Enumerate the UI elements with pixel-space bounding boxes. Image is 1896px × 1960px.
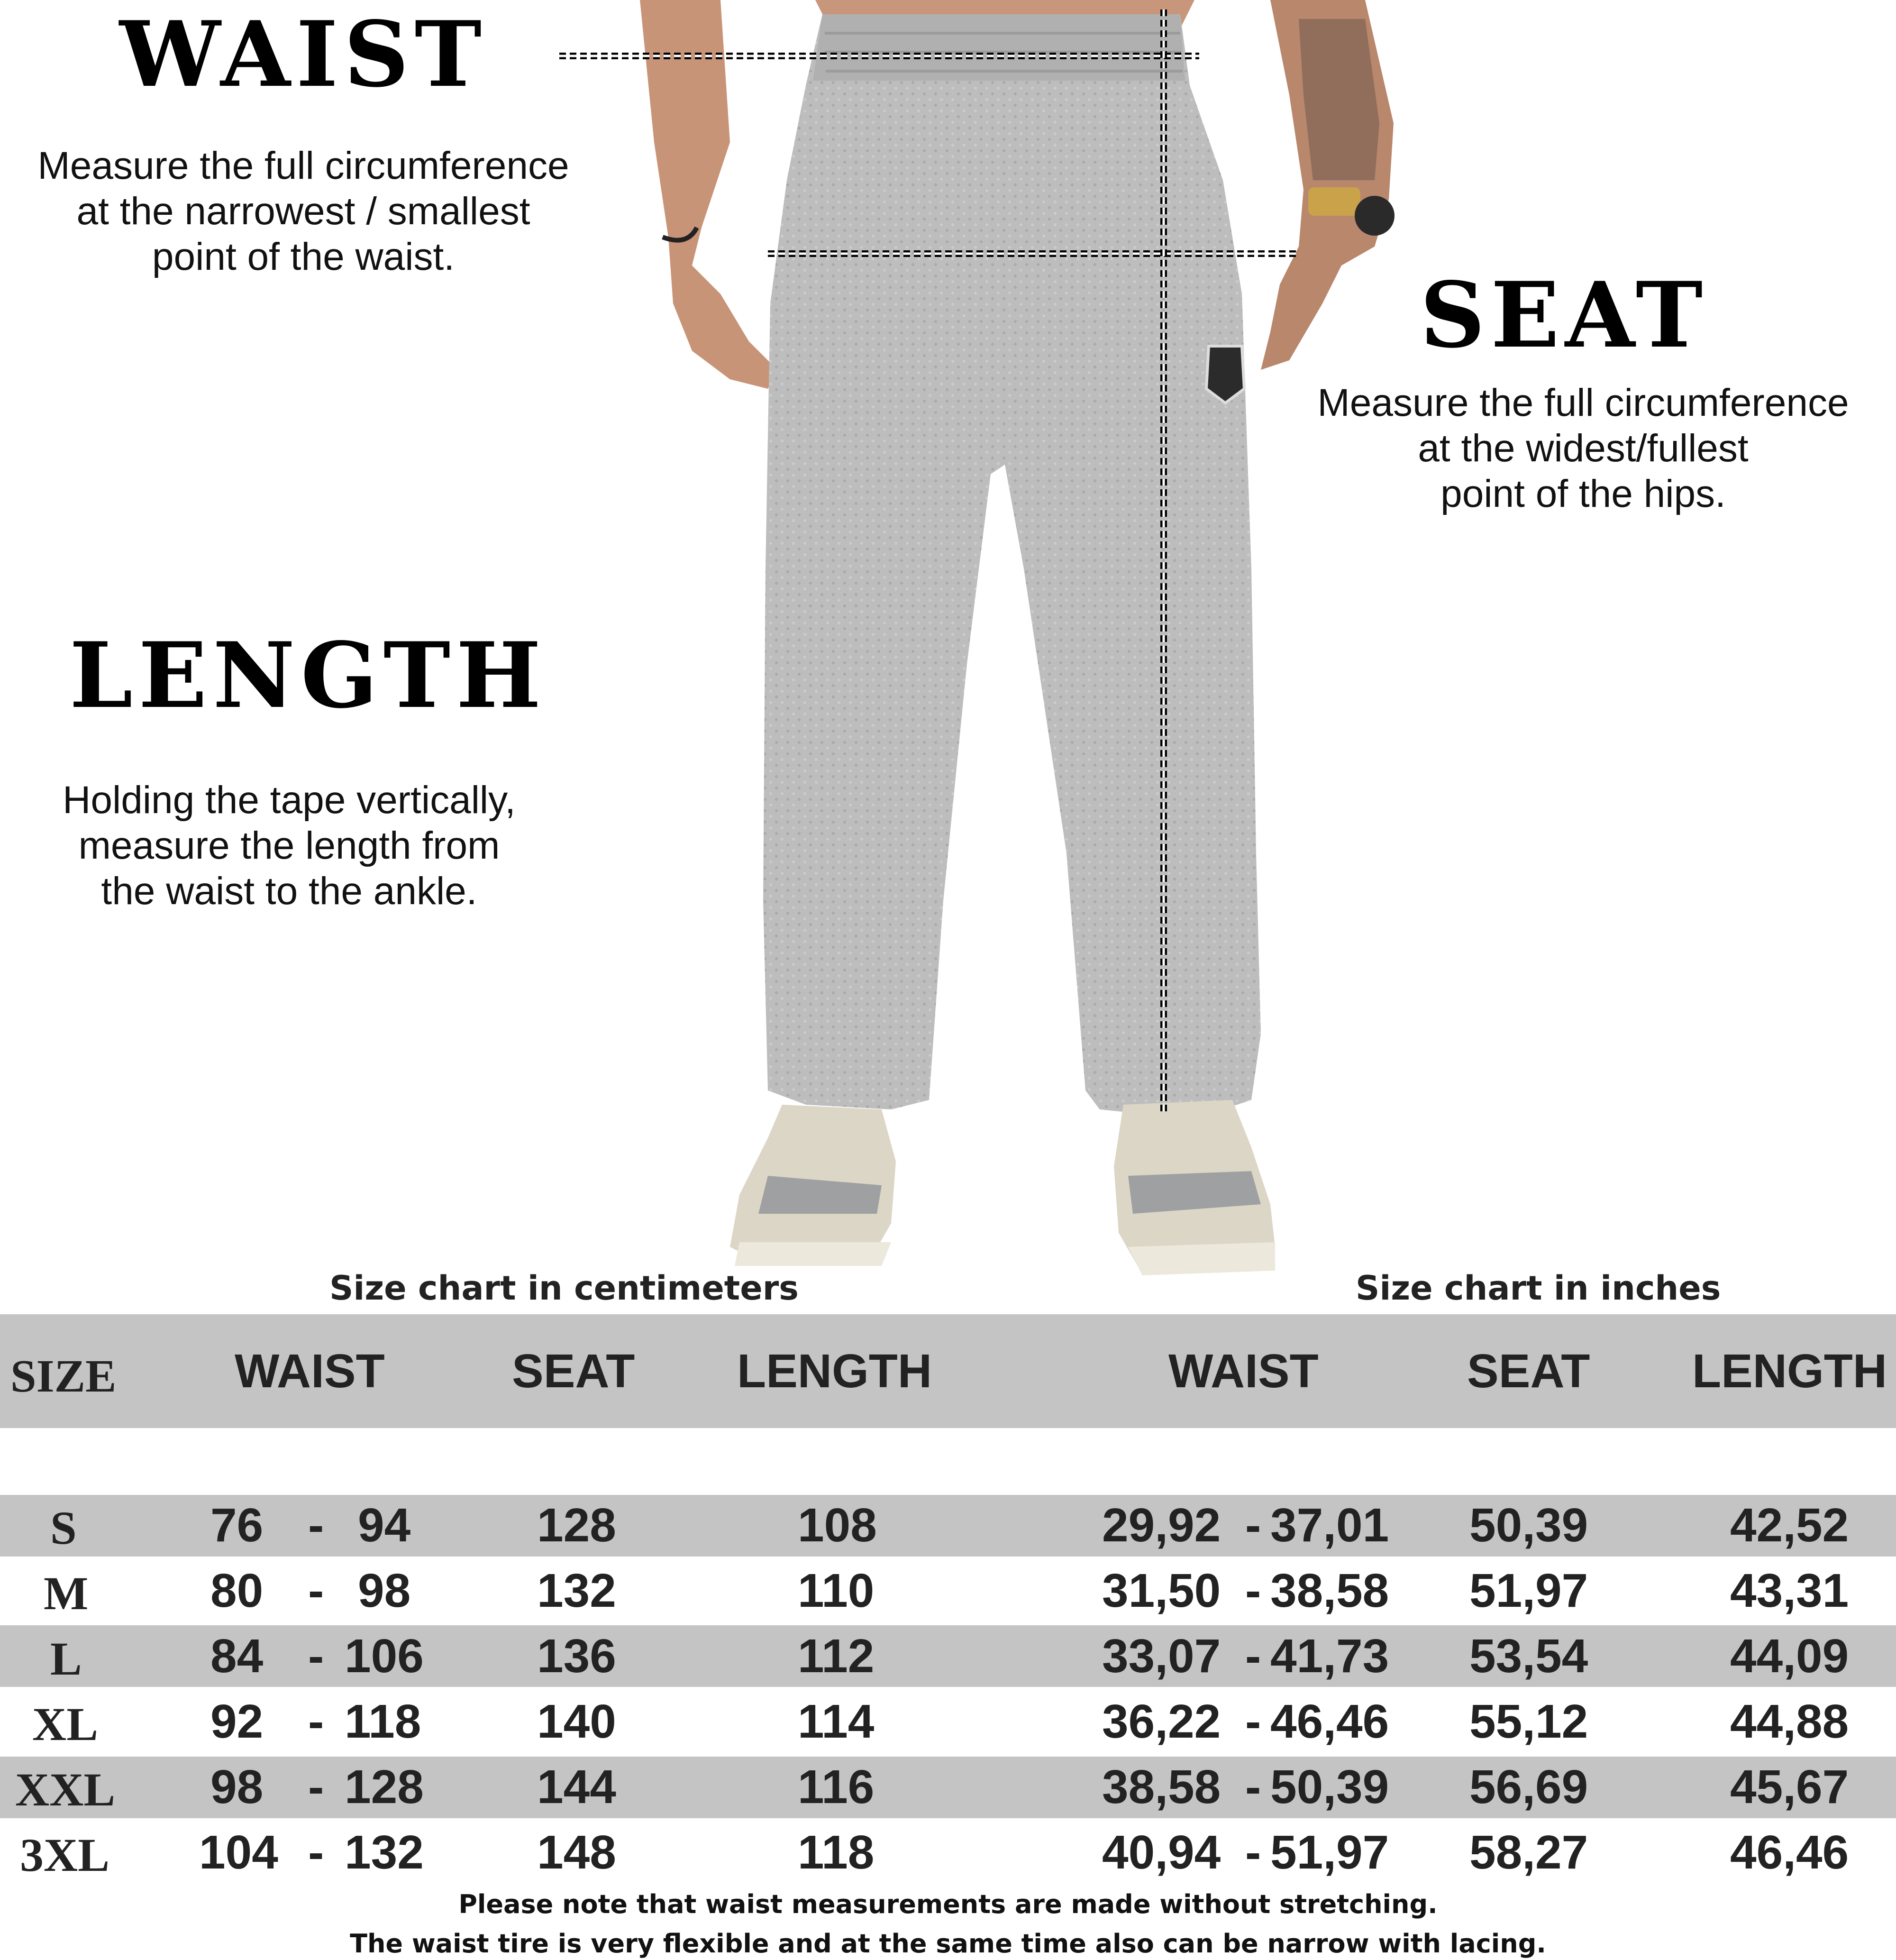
cell-cm-seat: 140 bbox=[537, 1695, 616, 1748]
cell-size: M bbox=[44, 1567, 89, 1620]
row-band bbox=[0, 1625, 1896, 1687]
caption-centimeters: Size chart in centimeters bbox=[329, 1269, 799, 1308]
footnote: The waist tire is very flexible and at the same time also can be narrow with lacing. bbox=[350, 1929, 1546, 1959]
cell-cm-length: 110 bbox=[798, 1564, 875, 1617]
cell-in-seat: 56,69 bbox=[1469, 1760, 1588, 1813]
watch-image bbox=[1308, 187, 1360, 216]
cell-cm-waist-max: 132 bbox=[345, 1826, 424, 1879]
cell-cm-length: 114 bbox=[798, 1695, 875, 1748]
cell-in-length: 44,88 bbox=[1730, 1695, 1849, 1748]
cell-cm-waist-min: 98 bbox=[210, 1760, 264, 1813]
cell-cm-waist-dash: - bbox=[308, 1630, 324, 1683]
cell-in-waist-max: 50,39 bbox=[1270, 1760, 1389, 1813]
cell-cm-waist-max: 98 bbox=[358, 1564, 411, 1617]
cell-size: S bbox=[50, 1502, 77, 1554]
sweatpants-image bbox=[763, 14, 1261, 1119]
cell-in-waist-min: 36,22 bbox=[1102, 1695, 1221, 1748]
cell-in-waist-max: 51,97 bbox=[1270, 1826, 1389, 1879]
length-description bbox=[9, 778, 569, 914]
cell-in-waist-max: 41,73 bbox=[1270, 1630, 1389, 1683]
cell-cm-waist-max: 118 bbox=[345, 1695, 421, 1748]
cell-in-waist-dash: - bbox=[1245, 1826, 1261, 1879]
cell-cm-seat: 144 bbox=[537, 1760, 616, 1813]
waist-heading: WAIST bbox=[119, 1, 488, 107]
cell-in-waist-max: 37,01 bbox=[1270, 1499, 1389, 1552]
cell-in-length: 42,52 bbox=[1730, 1499, 1849, 1552]
cell-cm-waist-dash: - bbox=[308, 1760, 324, 1813]
seat-heading: SEAT bbox=[1420, 262, 1709, 368]
header-in-seat: SEAT bbox=[1467, 1345, 1590, 1398]
cell-cm-waist-max: 106 bbox=[345, 1630, 424, 1683]
cell-cm-length: 116 bbox=[798, 1760, 875, 1813]
header-in-waist: WAIST bbox=[1168, 1345, 1319, 1398]
arm-tattoo-image bbox=[1299, 19, 1379, 180]
cell-cm-length: 112 bbox=[798, 1630, 875, 1683]
cell-in-waist-dash: - bbox=[1245, 1760, 1261, 1813]
waist-description-line: at the narrowest / smallest bbox=[76, 190, 530, 233]
cell-in-length: 46,46 bbox=[1730, 1826, 1849, 1879]
cell-in-length: 45,67 bbox=[1730, 1760, 1849, 1813]
header-cm-seat: SEAT bbox=[512, 1345, 635, 1398]
cell-cm-waist-dash: - bbox=[308, 1826, 324, 1879]
header-size: SIZE bbox=[10, 1351, 117, 1402]
cell-cm-waist-min: 76 bbox=[210, 1499, 264, 1552]
cell-size: 3XL bbox=[20, 1829, 109, 1881]
cell-in-seat: 55,12 bbox=[1469, 1695, 1588, 1748]
header-cm-length: LENGTH bbox=[737, 1345, 932, 1398]
cell-cm-waist-dash: - bbox=[308, 1499, 324, 1552]
cell-in-waist-dash: - bbox=[1245, 1695, 1261, 1748]
row-band bbox=[0, 1495, 1896, 1557]
cell-in-waist-dash: - bbox=[1245, 1630, 1261, 1683]
cell-in-waist-min: 29,92 bbox=[1102, 1499, 1221, 1552]
cell-size: XXL bbox=[15, 1763, 116, 1816]
cell-in-seat: 53,54 bbox=[1469, 1630, 1588, 1683]
cell-cm-waist-min: 84 bbox=[210, 1630, 264, 1683]
cell-in-waist-max: 46,46 bbox=[1270, 1695, 1389, 1748]
cell-in-waist-min: 38,58 bbox=[1102, 1760, 1221, 1813]
seat-description-line: point of the hips. bbox=[1440, 472, 1726, 515]
cell-cm-seat: 136 bbox=[537, 1630, 616, 1683]
cell-in-length: 44,09 bbox=[1730, 1630, 1849, 1683]
length-description-line: Holding the tape vertically, bbox=[63, 779, 516, 822]
waist-description bbox=[5, 143, 602, 280]
header-cm-waist: WAIST bbox=[235, 1345, 385, 1398]
length-description-line: the waist to the ankle. bbox=[101, 870, 477, 913]
cell-in-waist-dash: - bbox=[1245, 1499, 1261, 1552]
seat-description bbox=[1285, 380, 1882, 517]
cell-cm-waist-min: 92 bbox=[210, 1695, 264, 1748]
brand-badge-icon bbox=[1206, 346, 1244, 403]
footnote: Please note that waist measurements are made without stretching. bbox=[458, 1889, 1438, 1919]
cell-in-length: 43,31 bbox=[1730, 1564, 1849, 1617]
cell-size: L bbox=[50, 1632, 82, 1685]
row-band bbox=[0, 1757, 1896, 1818]
caption-inches: Size chart in inches bbox=[1356, 1269, 1721, 1308]
cell-cm-length: 118 bbox=[798, 1826, 875, 1879]
length-heading: LENGTH bbox=[69, 623, 547, 728]
waist-description-line: point of the waist. bbox=[152, 235, 455, 278]
cell-in-waist-min: 40,94 bbox=[1102, 1826, 1221, 1879]
waist-description-line: Measure the full circumference bbox=[37, 144, 569, 187]
cell-cm-length: 108 bbox=[798, 1499, 877, 1552]
cell-in-waist-max: 38,58 bbox=[1270, 1564, 1389, 1617]
cell-cm-waist-max: 128 bbox=[345, 1760, 424, 1813]
cell-cm-waist-dash: - bbox=[308, 1695, 324, 1748]
cell-in-seat: 51,97 bbox=[1469, 1564, 1588, 1617]
length-description-line: measure the length from bbox=[78, 824, 500, 867]
seat-description-line: at the widest/fullest bbox=[1418, 427, 1749, 470]
cell-cm-seat: 148 bbox=[537, 1826, 616, 1879]
cell-in-seat: 58,27 bbox=[1469, 1826, 1588, 1879]
cell-cm-seat: 132 bbox=[537, 1564, 616, 1617]
cell-in-waist-min: 31,50 bbox=[1102, 1564, 1221, 1617]
seat-description-line: Measure the full circumference bbox=[1317, 381, 1849, 424]
header-in-length: LENGTH bbox=[1692, 1345, 1887, 1398]
cell-in-waist-dash: - bbox=[1245, 1564, 1261, 1617]
cell-cm-waist-min: 104 bbox=[199, 1826, 278, 1879]
cell-cm-waist-dash: - bbox=[308, 1564, 324, 1617]
cell-cm-waist-min: 80 bbox=[210, 1564, 264, 1617]
watch-face-image bbox=[1355, 196, 1395, 236]
cell-cm-waist-max: 94 bbox=[358, 1499, 411, 1552]
cell-size: XL bbox=[32, 1698, 98, 1750]
cell-cm-seat: 128 bbox=[537, 1499, 616, 1552]
cell-in-seat: 50,39 bbox=[1469, 1499, 1588, 1552]
cell-in-waist-min: 33,07 bbox=[1102, 1630, 1221, 1683]
